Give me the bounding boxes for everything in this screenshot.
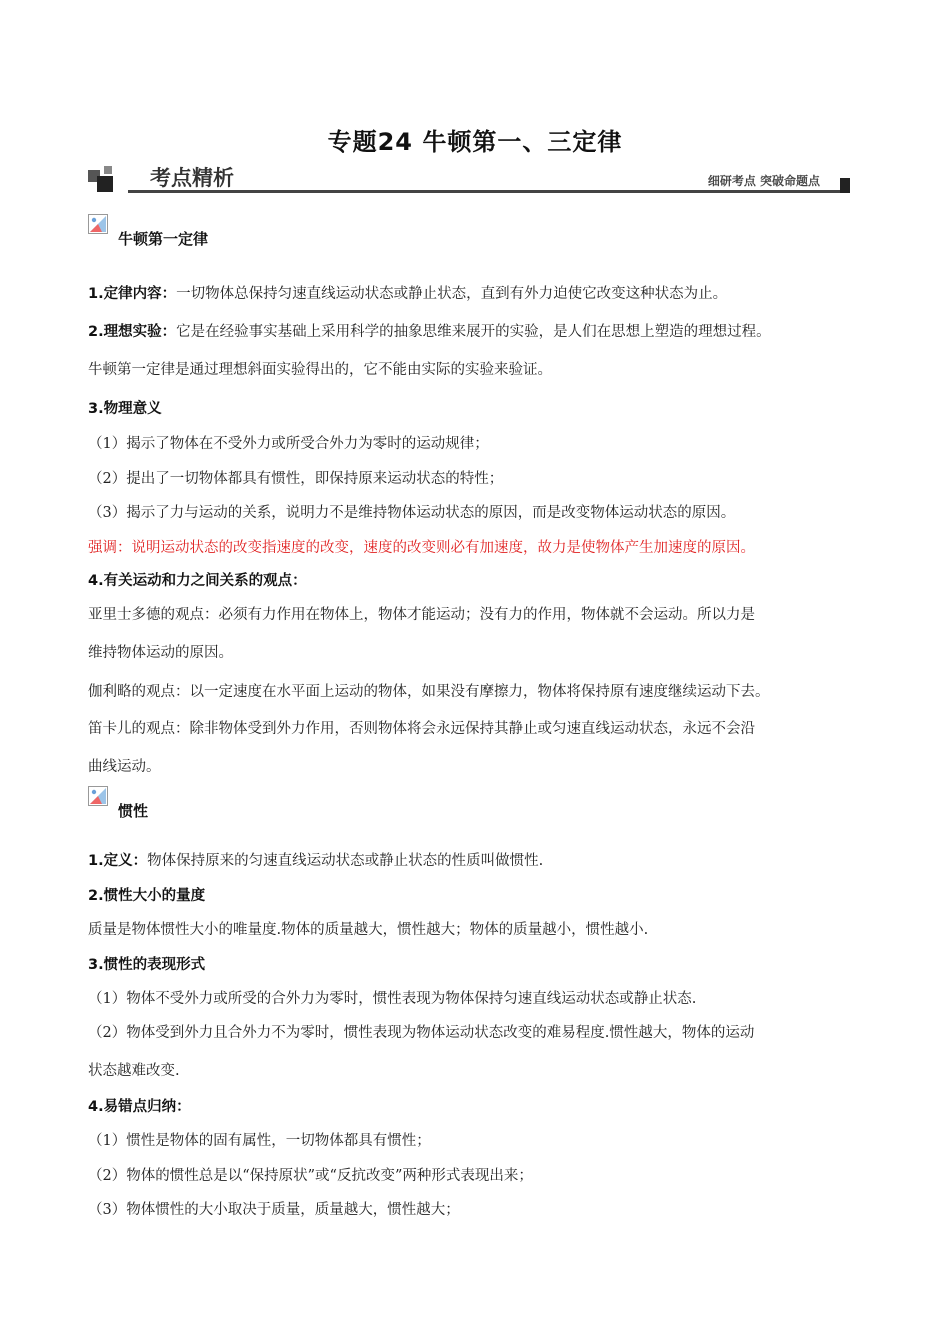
list-item: （3）揭示了力与运动的关系，说明力不是维持物体运动状态的原因，而是改变物体运动状态的原因。 [88,505,736,521]
paragraph-line: 维持物体运动的原因。 [88,645,233,661]
paragraph-line: 状态越难改变. [88,1063,180,1079]
paragraph-line [88,320,771,341]
paragraph-line: 笛卡儿的观点：除非物体受到外力作用，否则物体将会永远保持其静止或匀速直线运动状态，永远不会沿 [88,721,755,737]
subheading: 4.有关运动和力之间关系的观点： [88,573,307,589]
list-item: （2）物体受到外力且合外力不为零时，惯性表现为物体运动状态改变的难易程度.惯性越大，物体的运动 [88,1025,755,1041]
subheading: 3.惯性的表现形式 [88,957,206,973]
paragraph-line: 亚里士多德的观点：必须有力作用在物体上，物体才能运动；没有力的作用，物体就不会运动。所以力是 [88,607,755,623]
list-item: （1）揭示了物体在不受外力或所受合外力为零时的运动规律； [88,436,489,452]
banner-square-icon [97,176,113,192]
section-banner [88,160,850,196]
list-item: （2）物体的惯性总是以“保持原状”或“反抗改变”两种形式表现出来； [88,1168,533,1184]
banner-end-bar [840,178,850,193]
banner-rule [128,190,840,193]
list-item: （1）物体不受外力或所受的合外力为零时，惯性表现为物体保持匀速直线运动状态或静止状态. [88,991,697,1007]
line-label: 1.定律内容： [88,286,177,302]
banner-square-icon [104,166,112,174]
broken-image-icon [88,786,108,806]
paragraph-line: 牛顿第一定律是通过理想斜面实验得出的，它不能由实际的实验来验证。 [88,362,552,378]
line-label: 1.定义： [88,853,148,869]
list-item: （3）物体惯性的大小取决于质量，质量越大，惯性越大； [88,1202,460,1218]
list-item: （2）提出了一切物体都具有惯性，即保持原来运动状态的特性； [88,471,504,487]
paragraph-line: 质量是物体惯性大小的唯量度.物体的质量越大，惯性越大；物体的质量越小，惯性越小. [88,922,649,938]
paragraph-line: 曲线运动。 [88,759,161,775]
subheading: 3.物理意义 [88,401,162,417]
line-label: 2.理想实验： [88,324,177,340]
emphasis-note: 强调：说明运动状态的改变指速度的改变，速度的改变则必有加速度，故力是使物体产生加速度的原因。 [88,540,755,556]
line-text: 物体保持原来的匀速直线运动状态或静止状态的性质叫做惯性. [147,853,544,869]
paragraph-line: 伽利略的观点：以一定速度在水平面上运动的物体，如果没有摩擦力，物体将保持原有速度继续运动下去。 [88,684,770,700]
list-item: （1）惯性是物体的固有属性，一切物体都具有惯性； [88,1133,431,1149]
paragraph-line [88,849,543,870]
document-title: 专题24 牛顿第一、三定律 [327,128,623,156]
line-text: 它是在经验事实基础上采用科学的抽象思维来展开的实验，是人们在思想上塑造的理想过程。 [176,324,771,340]
paragraph-line [88,282,727,303]
section-title: 惯性 [118,802,149,820]
broken-image-icon [88,214,108,234]
subheading: 4.易错点归纳： [88,1099,191,1115]
banner-heading: 考点精析 [150,166,234,190]
subheading: 2.惯性大小的量度 [88,888,206,904]
line-text: 一切物体总保持匀速直线运动状态或静止状态，直到有外力迫使它改变这种状态为止。 [176,286,728,302]
section-title: 牛顿第一定律 [118,230,209,248]
banner-tagline: 细研考点 突破命题点 [707,174,820,188]
